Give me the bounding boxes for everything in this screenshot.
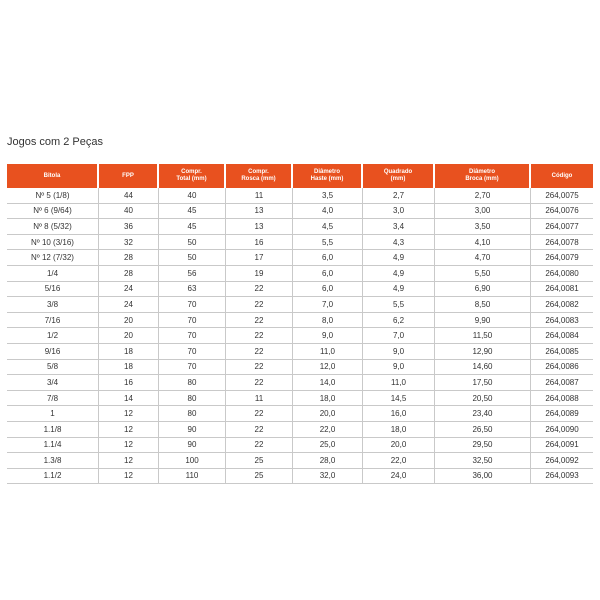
- cell-codigo: 264,0091: [531, 438, 593, 454]
- cell-bitola: Nº 6 (9/64): [7, 204, 99, 220]
- cell-quadrado: 4,9: [363, 250, 435, 266]
- cell-fpp: 18: [99, 360, 159, 376]
- cell-fpp: 18: [99, 344, 159, 360]
- col-header-fpp: [99, 164, 159, 188]
- cell-diametro-haste: 7,0: [293, 297, 363, 313]
- cell-compr-total: 90: [159, 438, 226, 454]
- cell-diametro-broca: 9,90: [435, 313, 531, 329]
- table-row: [7, 375, 593, 391]
- cell-quadrado: 2,7: [363, 188, 435, 204]
- cell-compr-rosca: 25: [226, 469, 293, 485]
- col-header-line: Compr.: [181, 169, 202, 175]
- cell-compr-total: 50: [159, 235, 226, 251]
- cell-compr-rosca: 22: [226, 297, 293, 313]
- cell-codigo: 264,0082: [531, 297, 593, 313]
- cell-bitola: 1/2: [7, 328, 99, 344]
- cell-diametro-haste: 6,0: [293, 282, 363, 298]
- table-row: [7, 188, 593, 204]
- cell-compr-total: 40: [159, 188, 226, 204]
- cell-diametro-broca: 11,50: [435, 328, 531, 344]
- table-row: [7, 453, 593, 469]
- cell-codigo: 264,0080: [531, 266, 593, 282]
- cell-compr-rosca: 11: [226, 391, 293, 407]
- table-row: [7, 297, 593, 313]
- cell-bitola: Nº 12 (7/32): [7, 250, 99, 266]
- cell-diametro-haste: 12,0: [293, 360, 363, 376]
- cell-codigo: 264,0076: [531, 204, 593, 220]
- table-row: [7, 406, 593, 422]
- cell-diametro-haste: 6,0: [293, 266, 363, 282]
- cell-codigo: 264,0086: [531, 360, 593, 376]
- cell-compr-total: 70: [159, 313, 226, 329]
- cell-bitola: 5/8: [7, 360, 99, 376]
- cell-codigo: 264,0081: [531, 282, 593, 298]
- col-header-diametro-broca: [435, 164, 531, 188]
- col-header-diametro-haste: [293, 164, 363, 188]
- cell-bitola: 9/16: [7, 344, 99, 360]
- cell-quadrado: 18,0: [363, 422, 435, 438]
- cell-compr-total: 70: [159, 344, 226, 360]
- col-header-line: Bitola: [43, 172, 61, 179]
- cell-quadrado: 7,0: [363, 328, 435, 344]
- table-row: [7, 438, 593, 454]
- cell-bitola: 7/8: [7, 391, 99, 407]
- cell-bitola: 1: [7, 406, 99, 422]
- specs-table: [7, 164, 593, 484]
- cell-diametro-broca: 20,50: [435, 391, 531, 407]
- cell-codigo: 264,0085: [531, 344, 593, 360]
- table-row: [7, 360, 593, 376]
- cell-fpp: 36: [99, 219, 159, 235]
- cell-quadrado: 16,0: [363, 406, 435, 422]
- col-header-line: Broca (mm): [465, 176, 499, 182]
- cell-fpp: 12: [99, 469, 159, 485]
- cell-codigo: 264,0083: [531, 313, 593, 329]
- cell-diametro-broca: 8,50: [435, 297, 531, 313]
- cell-compr-rosca: 25: [226, 453, 293, 469]
- cell-codigo: 264,0087: [531, 375, 593, 391]
- cell-bitola: 1.1/2: [7, 469, 99, 485]
- cell-bitola: Nº 8 (5/32): [7, 219, 99, 235]
- cell-bitola: 1.3/8: [7, 453, 99, 469]
- cell-diametro-broca: 4,10: [435, 235, 531, 251]
- cell-bitola: 3/8: [7, 297, 99, 313]
- cell-fpp: 12: [99, 406, 159, 422]
- cell-codigo: 264,0088: [531, 391, 593, 407]
- table-header-row: [7, 164, 593, 188]
- cell-compr-total: 63: [159, 282, 226, 298]
- table-row: [7, 422, 593, 438]
- cell-diametro-broca: 12,90: [435, 344, 531, 360]
- col-header-line: Quadrado: [383, 169, 413, 175]
- cell-compr-rosca: 22: [226, 328, 293, 344]
- cell-diametro-broca: 26,50: [435, 422, 531, 438]
- cell-compr-rosca: 22: [226, 375, 293, 391]
- cell-diametro-haste: 18,0: [293, 391, 363, 407]
- cell-compr-rosca: 22: [226, 422, 293, 438]
- cell-compr-rosca: 22: [226, 360, 293, 376]
- cell-diametro-haste: 32,0: [293, 469, 363, 485]
- cell-codigo: 264,0092: [531, 453, 593, 469]
- cell-quadrado: 14,5: [363, 391, 435, 407]
- page-title: Jogos com 2 Peças: [7, 136, 103, 148]
- cell-fpp: 32: [99, 235, 159, 251]
- col-header-line: Código: [551, 172, 573, 179]
- cell-compr-rosca: 22: [226, 438, 293, 454]
- cell-compr-total: 50: [159, 250, 226, 266]
- cell-compr-rosca: 22: [226, 282, 293, 298]
- cell-bitola: 5/16: [7, 282, 99, 298]
- table-row: [7, 344, 593, 360]
- cell-quadrado: 9,0: [363, 360, 435, 376]
- table-row: [7, 328, 593, 344]
- cell-quadrado: 22,0: [363, 453, 435, 469]
- col-header-line: Rosca (mm): [241, 176, 276, 182]
- cell-codigo: 264,0075: [531, 188, 593, 204]
- cell-codigo: 264,0078: [531, 235, 593, 251]
- cell-fpp: 12: [99, 453, 159, 469]
- cell-bitola: 1.1/4: [7, 438, 99, 454]
- col-header-line: FPP: [122, 172, 134, 179]
- cell-diametro-haste: 3,5: [293, 188, 363, 204]
- cell-codigo: 264,0089: [531, 406, 593, 422]
- col-header-compr-rosca: [226, 164, 293, 188]
- cell-diametro-haste: 25,0: [293, 438, 363, 454]
- cell-codigo: 264,0090: [531, 422, 593, 438]
- cell-compr-rosca: 22: [226, 313, 293, 329]
- cell-diametro-broca: 32,50: [435, 453, 531, 469]
- cell-diametro-broca: 5,50: [435, 266, 531, 282]
- cell-quadrado: 20,0: [363, 438, 435, 454]
- table-row: [7, 219, 593, 235]
- cell-diametro-haste: 14,0: [293, 375, 363, 391]
- cell-compr-rosca: 16: [226, 235, 293, 251]
- table-row: [7, 313, 593, 329]
- cell-fpp: 20: [99, 313, 159, 329]
- cell-quadrado: 3,4: [363, 219, 435, 235]
- cell-fpp: 24: [99, 282, 159, 298]
- cell-diametro-broca: 4,70: [435, 250, 531, 266]
- table-row: [7, 266, 593, 282]
- cell-diametro-broca: 3,00: [435, 204, 531, 220]
- cell-compr-total: 80: [159, 375, 226, 391]
- cell-diametro-broca: 14,60: [435, 360, 531, 376]
- cell-diametro-haste: 4,0: [293, 204, 363, 220]
- cell-fpp: 44: [99, 188, 159, 204]
- cell-compr-total: 45: [159, 219, 226, 235]
- cell-compr-total: 56: [159, 266, 226, 282]
- cell-compr-total: 45: [159, 204, 226, 220]
- cell-quadrado: 11,0: [363, 375, 435, 391]
- cell-compr-rosca: 11: [226, 188, 293, 204]
- cell-compr-total: 110: [159, 469, 226, 485]
- cell-quadrado: 4,9: [363, 266, 435, 282]
- cell-bitola: 1.1/8: [7, 422, 99, 438]
- col-header-line: (mm): [390, 176, 406, 182]
- cell-bitola: Nº 5 (1/8): [7, 188, 99, 204]
- cell-quadrado: 9,0: [363, 344, 435, 360]
- cell-quadrado: 4,3: [363, 235, 435, 251]
- col-header-quadrado: [363, 164, 435, 188]
- table-row: [7, 250, 593, 266]
- col-header-line: Haste (mm): [310, 176, 344, 182]
- cell-diametro-haste: 9,0: [293, 328, 363, 344]
- cell-compr-total: 100: [159, 453, 226, 469]
- cell-diametro-haste: 8,0: [293, 313, 363, 329]
- cell-diametro-haste: 28,0: [293, 453, 363, 469]
- cell-diametro-broca: 3,50: [435, 219, 531, 235]
- cell-compr-total: 70: [159, 360, 226, 376]
- cell-diametro-broca: 17,50: [435, 375, 531, 391]
- cell-diametro-broca: 29,50: [435, 438, 531, 454]
- cell-compr-total: 90: [159, 422, 226, 438]
- cell-diametro-haste: 6,0: [293, 250, 363, 266]
- cell-compr-total: 70: [159, 297, 226, 313]
- cell-fpp: 16: [99, 375, 159, 391]
- cell-diametro-broca: 2,70: [435, 188, 531, 204]
- cell-fpp: 12: [99, 438, 159, 454]
- cell-diametro-haste: 4,5: [293, 219, 363, 235]
- col-header-line: Compr.: [248, 169, 269, 175]
- cell-fpp: 28: [99, 250, 159, 266]
- cell-compr-rosca: 22: [226, 344, 293, 360]
- cell-compr-total: 80: [159, 406, 226, 422]
- cell-fpp: 40: [99, 204, 159, 220]
- col-header-line: Diâmetro: [313, 169, 340, 175]
- cell-compr-rosca: 22: [226, 406, 293, 422]
- table-row: [7, 282, 593, 298]
- cell-diametro-broca: 23,40: [435, 406, 531, 422]
- cell-quadrado: 24,0: [363, 469, 435, 485]
- table-row: [7, 204, 593, 220]
- table-row: [7, 235, 593, 251]
- cell-diametro-haste: 5,5: [293, 235, 363, 251]
- cell-codigo: 264,0093: [531, 469, 593, 485]
- cell-fpp: 14: [99, 391, 159, 407]
- cell-compr-rosca: 13: [226, 219, 293, 235]
- cell-fpp: 24: [99, 297, 159, 313]
- cell-diametro-haste: 11,0: [293, 344, 363, 360]
- cell-compr-rosca: 13: [226, 204, 293, 220]
- cell-quadrado: 6,2: [363, 313, 435, 329]
- cell-fpp: 28: [99, 266, 159, 282]
- col-header-codigo: [531, 164, 593, 188]
- col-header-line: Total (mm): [176, 176, 207, 182]
- cell-diametro-broca: 36,00: [435, 469, 531, 485]
- cell-compr-total: 70: [159, 328, 226, 344]
- cell-bitola: 1/4: [7, 266, 99, 282]
- table-body: [7, 188, 593, 484]
- col-header-bitola: [7, 164, 99, 188]
- cell-quadrado: 4,9: [363, 282, 435, 298]
- cell-compr-rosca: 19: [226, 266, 293, 282]
- cell-codigo: 264,0084: [531, 328, 593, 344]
- cell-diametro-broca: 6,90: [435, 282, 531, 298]
- cell-compr-total: 80: [159, 391, 226, 407]
- cell-quadrado: 3,0: [363, 204, 435, 220]
- cell-bitola: 7/16: [7, 313, 99, 329]
- cell-codigo: 264,0077: [531, 219, 593, 235]
- cell-bitola: 3/4: [7, 375, 99, 391]
- col-header-compr-total: [159, 164, 226, 188]
- cell-quadrado: 5,5: [363, 297, 435, 313]
- cell-codigo: 264,0079: [531, 250, 593, 266]
- cell-fpp: 20: [99, 328, 159, 344]
- cell-bitola: Nº 10 (3/16): [7, 235, 99, 251]
- cell-fpp: 12: [99, 422, 159, 438]
- table-row: [7, 469, 593, 485]
- col-header-line: Diâmetro: [468, 169, 495, 175]
- cell-diametro-haste: 22,0: [293, 422, 363, 438]
- table-row: [7, 391, 593, 407]
- cell-compr-rosca: 17: [226, 250, 293, 266]
- cell-diametro-haste: 20,0: [293, 406, 363, 422]
